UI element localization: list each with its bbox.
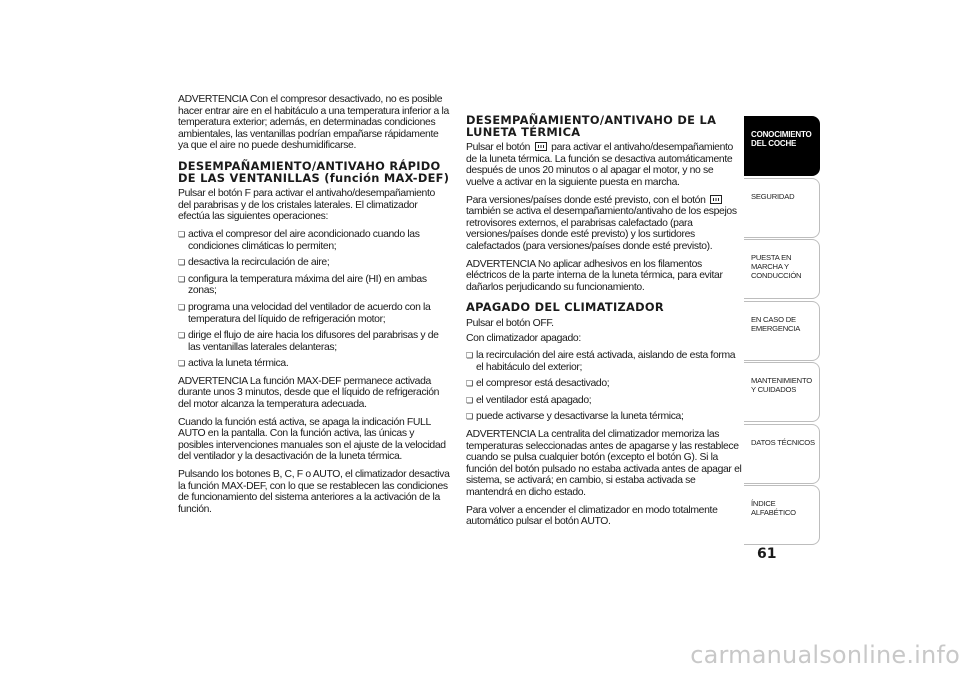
para-full-auto: Cuando la función está activa, se apaga la indicación FULL AUTO en la pantalla. Con la función activa, las únicas y posibles intervenciones manuales son el ajuste de la velocidad del ventilador y la desactivación de la luneta térmica. bbox=[178, 416, 446, 463]
list-item: ❏ configura la temperatura máxima del aire (HI) en ambas zonas; bbox=[178, 274, 450, 297]
heading-climate-off: APAGADO DEL CLIMATIZADOR bbox=[466, 300, 664, 315]
para-buttons: Pulsando los botones B, C, F o AUTO, el climatizador desactiva la función MAX-DEF, con lo que se restablecen las condiciones de funcionamiento del sistema anteriores a la activación de la función. bbox=[178, 469, 450, 515]
off-para-1: Pulsar el botón OFF. bbox=[466, 317, 554, 329]
rear-p2-after: también se activa el desempañamiento/antivaho de los espejos retrovisores externos, el parabrisas calefactado (para versiones/países donde esté previsto) y los surtidores calefactados (para versiones/países donde esté previsto). bbox=[466, 206, 737, 252]
list-item: ❏ el compresor está desactivado; bbox=[466, 378, 742, 390]
heading-rear-window: DESEMPAÑAMIENTO/ANTIVAHO DE LA LUNETA TÉRMICA bbox=[466, 113, 717, 139]
list-item: ❏ dirige el flujo de aire hacia los difusores del parabrisas y de las ventanillas laterales delanteras; bbox=[178, 330, 450, 353]
tab-mantenimiento[interactable]: MANTENIMIENTO Y CUIDADOS bbox=[744, 362, 820, 422]
rear-window-defrost-icon bbox=[535, 142, 547, 151]
tab-emergencia[interactable]: EN CASO DE EMERGENCIA bbox=[744, 301, 820, 361]
off-para-2: Con climatizador apagado: bbox=[466, 332, 581, 344]
warning-adhesives: ADVERTENCIA No aplicar adhesivos en los filamentos eléctricos de la parte interna de la luneta térmica, para evitar dañarlos perjudicando su funcionamiento. bbox=[466, 258, 723, 293]
rear-p2-before: Para versiones/países donde esté previsto, con el botón bbox=[466, 194, 706, 206]
list-item: ❏ puede activarse y desactivarse la luneta térmica; bbox=[466, 411, 742, 423]
tab-seguridad[interactable]: SEGURIDAD bbox=[744, 178, 820, 238]
heading-maxdef: DESEMPAÑAMIENTO/ANTIVAHO RÁPIDO DE LAS VENTANILLAS (función MAX-DEF) bbox=[178, 158, 450, 185]
left-column bbox=[178, 94, 450, 521]
rear-p1-before: Pulsar el botón bbox=[466, 142, 531, 154]
rear-para-1 bbox=[466, 142, 742, 188]
right-column bbox=[466, 115, 742, 534]
list-item: ❏ programa una velocidad del ventilador de acuerdo con la temperatura del líquido de refrigeración motor; bbox=[178, 302, 450, 325]
list-item: ❏ la recirculación del aire está activada, aislando de esta forma el habitáculo del exterior; bbox=[466, 350, 742, 373]
para-auto: Para volver a encender el climatizador en modo totalmente automático pulsar el botón AUTO. bbox=[466, 504, 718, 528]
warning-memory: ADVERTENCIA La centralita del climatizador memoriza las temperaturas seleccionadas antes de apagarse y las restablece cuando se pulsa cualquier botón (excepto el botón G). Si la función del botón pulsado no estaba activada antes de apagar el sistema, se activará; en cambio, si estaba activada se mantendrá en dicho estado. bbox=[466, 429, 742, 499]
list-item: ❏ activa la luneta térmica. bbox=[178, 358, 450, 370]
tab-datos-tecnicos[interactable]: DATOS TÉCNICOS bbox=[744, 424, 820, 484]
warning-maxdef: ADVERTENCIA La función MAX-DEF permanece activada durante unos 3 minutos, desde que el líquido de refrigeración del motor alcanza la temperatura adecuada. bbox=[178, 375, 440, 411]
off-list bbox=[466, 350, 742, 423]
list-item: ❏ el ventilador está apagado; bbox=[466, 395, 742, 407]
list-item: ❏ activa el compresor del aire acondicionado cuando las condiciones climáticas lo permiten; bbox=[178, 229, 450, 252]
warning-compressor: ADVERTENCIA Con el compresor desactivado, no es posible hacer entrar aire en el habitáculo a una temperatura inferior a la temperatura exterior; además, en determinadas condiciones ambientales, las ventanillas podrían empañarse rápidamente ya que el aire no puede deshumidificarse. bbox=[178, 94, 449, 152]
tab-conocimiento-del-coche[interactable]: CONOCIMIENTO DEL COCHE bbox=[744, 116, 820, 176]
page-number: 61 bbox=[757, 546, 777, 562]
rear-window-defrost-icon bbox=[710, 195, 722, 204]
tab-puesta-en-marcha[interactable]: PUESTA EN MARCHA Y CONDUCCIÓN bbox=[744, 239, 820, 299]
rear-para-2 bbox=[466, 195, 742, 253]
rear-p1-after: para activar el antivaho/desempañamiento de la luneta térmica. La función se desactiva automáticamente después de unos 20 minutos o al apagar el motor, y no se vuelve a activar en la siguiente puesta en marcha. bbox=[466, 142, 733, 188]
tab-indice-alfabetico[interactable]: ÍNDICE ALFABÉTICO bbox=[744, 485, 820, 545]
list-item: ❏ desactiva la recirculación de aire; bbox=[178, 257, 450, 269]
maxdef-intro: Pulsar el botón F para activar el antivaho/desempañamiento del parabrisas y de los cristales laterales. El climatizador efectúa las siguientes operaciones: bbox=[178, 188, 435, 223]
watermark: carmanualsonline.info bbox=[690, 641, 960, 669]
chapter-tabs bbox=[744, 116, 820, 546]
maxdef-list bbox=[178, 229, 450, 370]
